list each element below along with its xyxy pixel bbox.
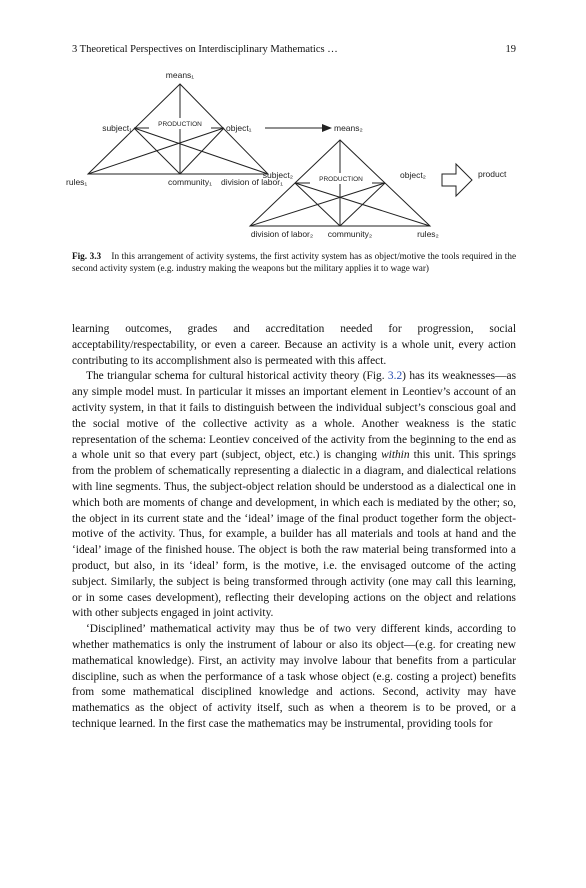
- hollow-arrow-icon: [442, 164, 472, 196]
- production2-label: PRODUCTION: [319, 176, 363, 183]
- system1-line: [180, 128, 224, 174]
- paragraph-2-part: The triangular schema for cultural historical activity theory (Fig.: [86, 370, 388, 383]
- subject2-label: subject₂: [262, 170, 293, 180]
- paragraph-2-part: ) has its weaknesses—as any simple model must. In particular it misses an important element in Leontiev’s account of an activity system, in that it fails to distinguish between the individual subject’s conscious goal and the social motive of the collective activity as a whole. Another weakness is the static representation of the schema: Leontiev conceived of the activity from the beginning to the end as a whole unit so that every part (subject, object, etc.) is changing: [72, 370, 516, 462]
- activity-systems-figure: [60, 64, 530, 244]
- means1-label: means₁: [165, 70, 195, 80]
- body-text: [72, 322, 516, 733]
- division2-label: division of labor₂: [250, 229, 314, 239]
- system2-line: [295, 183, 340, 226]
- subject1-label: subject₁: [102, 123, 132, 133]
- chapter-title: 3 Theoretical Perspectives on Interdisciplinary Mathematics …: [72, 44, 338, 55]
- running-head: [72, 44, 516, 55]
- paragraph-3: ‘Disciplined’ mathematical activity may thus be of two very different kinds, according to whether mathematics is only the instrument of labour or also its object—(e.g. for creating new mathematical knowledge). First, an activity may involve labour that benefits from a particular discipline, such as when the performance of a task whose object (e.g. costing a project) benefits from some mathematical disciplined knowledge and actions. Second, activity may have mathematics as the object of activity itself, such as when a theorem is to be proved, or a technique learned. In the first case the mathematics may be instrumental, providing tools for: [72, 623, 516, 730]
- figure-reference-link[interactable]: 3.2: [387, 370, 403, 383]
- means2-label: means₂: [334, 123, 363, 133]
- rules1-label: rules₁: [66, 177, 88, 187]
- system1-line: [134, 128, 268, 174]
- paragraph-1: learning outcomes, grades and accreditation needed for progression, social acceptability/respectability, or even a career. Because an activity is a whole unit, every action contributing to its accomplishment also is permeated with this affect.: [72, 323, 516, 367]
- system1-line: [88, 128, 224, 174]
- product-label: product: [478, 169, 507, 179]
- object2-label: object₂: [400, 170, 426, 180]
- figure-caption: [72, 250, 516, 274]
- paragraph-2-part: this unit. This springs from the problem of schematically representing a dialectic in a diagram, and dialectical relations with line segments. Thus, the subject-object relation should be understood as a dialectical one in which both are moments of change and development, in which each is mediated by the other; so, the object in its current state and the ‘ideal’ image of the final product together form the object-motive of the activity. Thus, for example, a builder has all materials and tools at hand and the ‘ideal’ image of the finished house. The object is both the raw material being transformed into a product, but also, in its ‘ideal’ form, is the motive, i.e. the envisaged outcome of the acting subject. Similarly, the subject is being transformed through activity (one may call this learning, or in some cases development), reflecting their developing actions on the object and relations with other subjects engaged in joint activity.: [72, 449, 516, 620]
- caption-label: Fig. 3.3: [72, 251, 102, 261]
- paragraph-2: [72, 369, 516, 622]
- system2-line: [340, 183, 385, 226]
- division1-label: division of labor₁: [221, 177, 283, 187]
- caption-text: In this arrangement of activity systems, the first activity system has as object/motive the tools required in the second activity system (e.g. industry making the weapons but the military applies it to wage war): [72, 251, 517, 273]
- production1-label: PRODUCTION: [158, 121, 202, 128]
- system1-line: [134, 128, 180, 174]
- arrowhead: [322, 124, 332, 132]
- activity-systems-diagram: [60, 64, 530, 244]
- rules2-label: rules₂: [417, 229, 439, 239]
- page-number: 19: [505, 44, 516, 55]
- community1-label: community₁: [168, 177, 212, 187]
- community2-label: community₂: [327, 229, 373, 239]
- object1-label: object₁: [226, 123, 252, 133]
- emphasis: within: [381, 449, 410, 462]
